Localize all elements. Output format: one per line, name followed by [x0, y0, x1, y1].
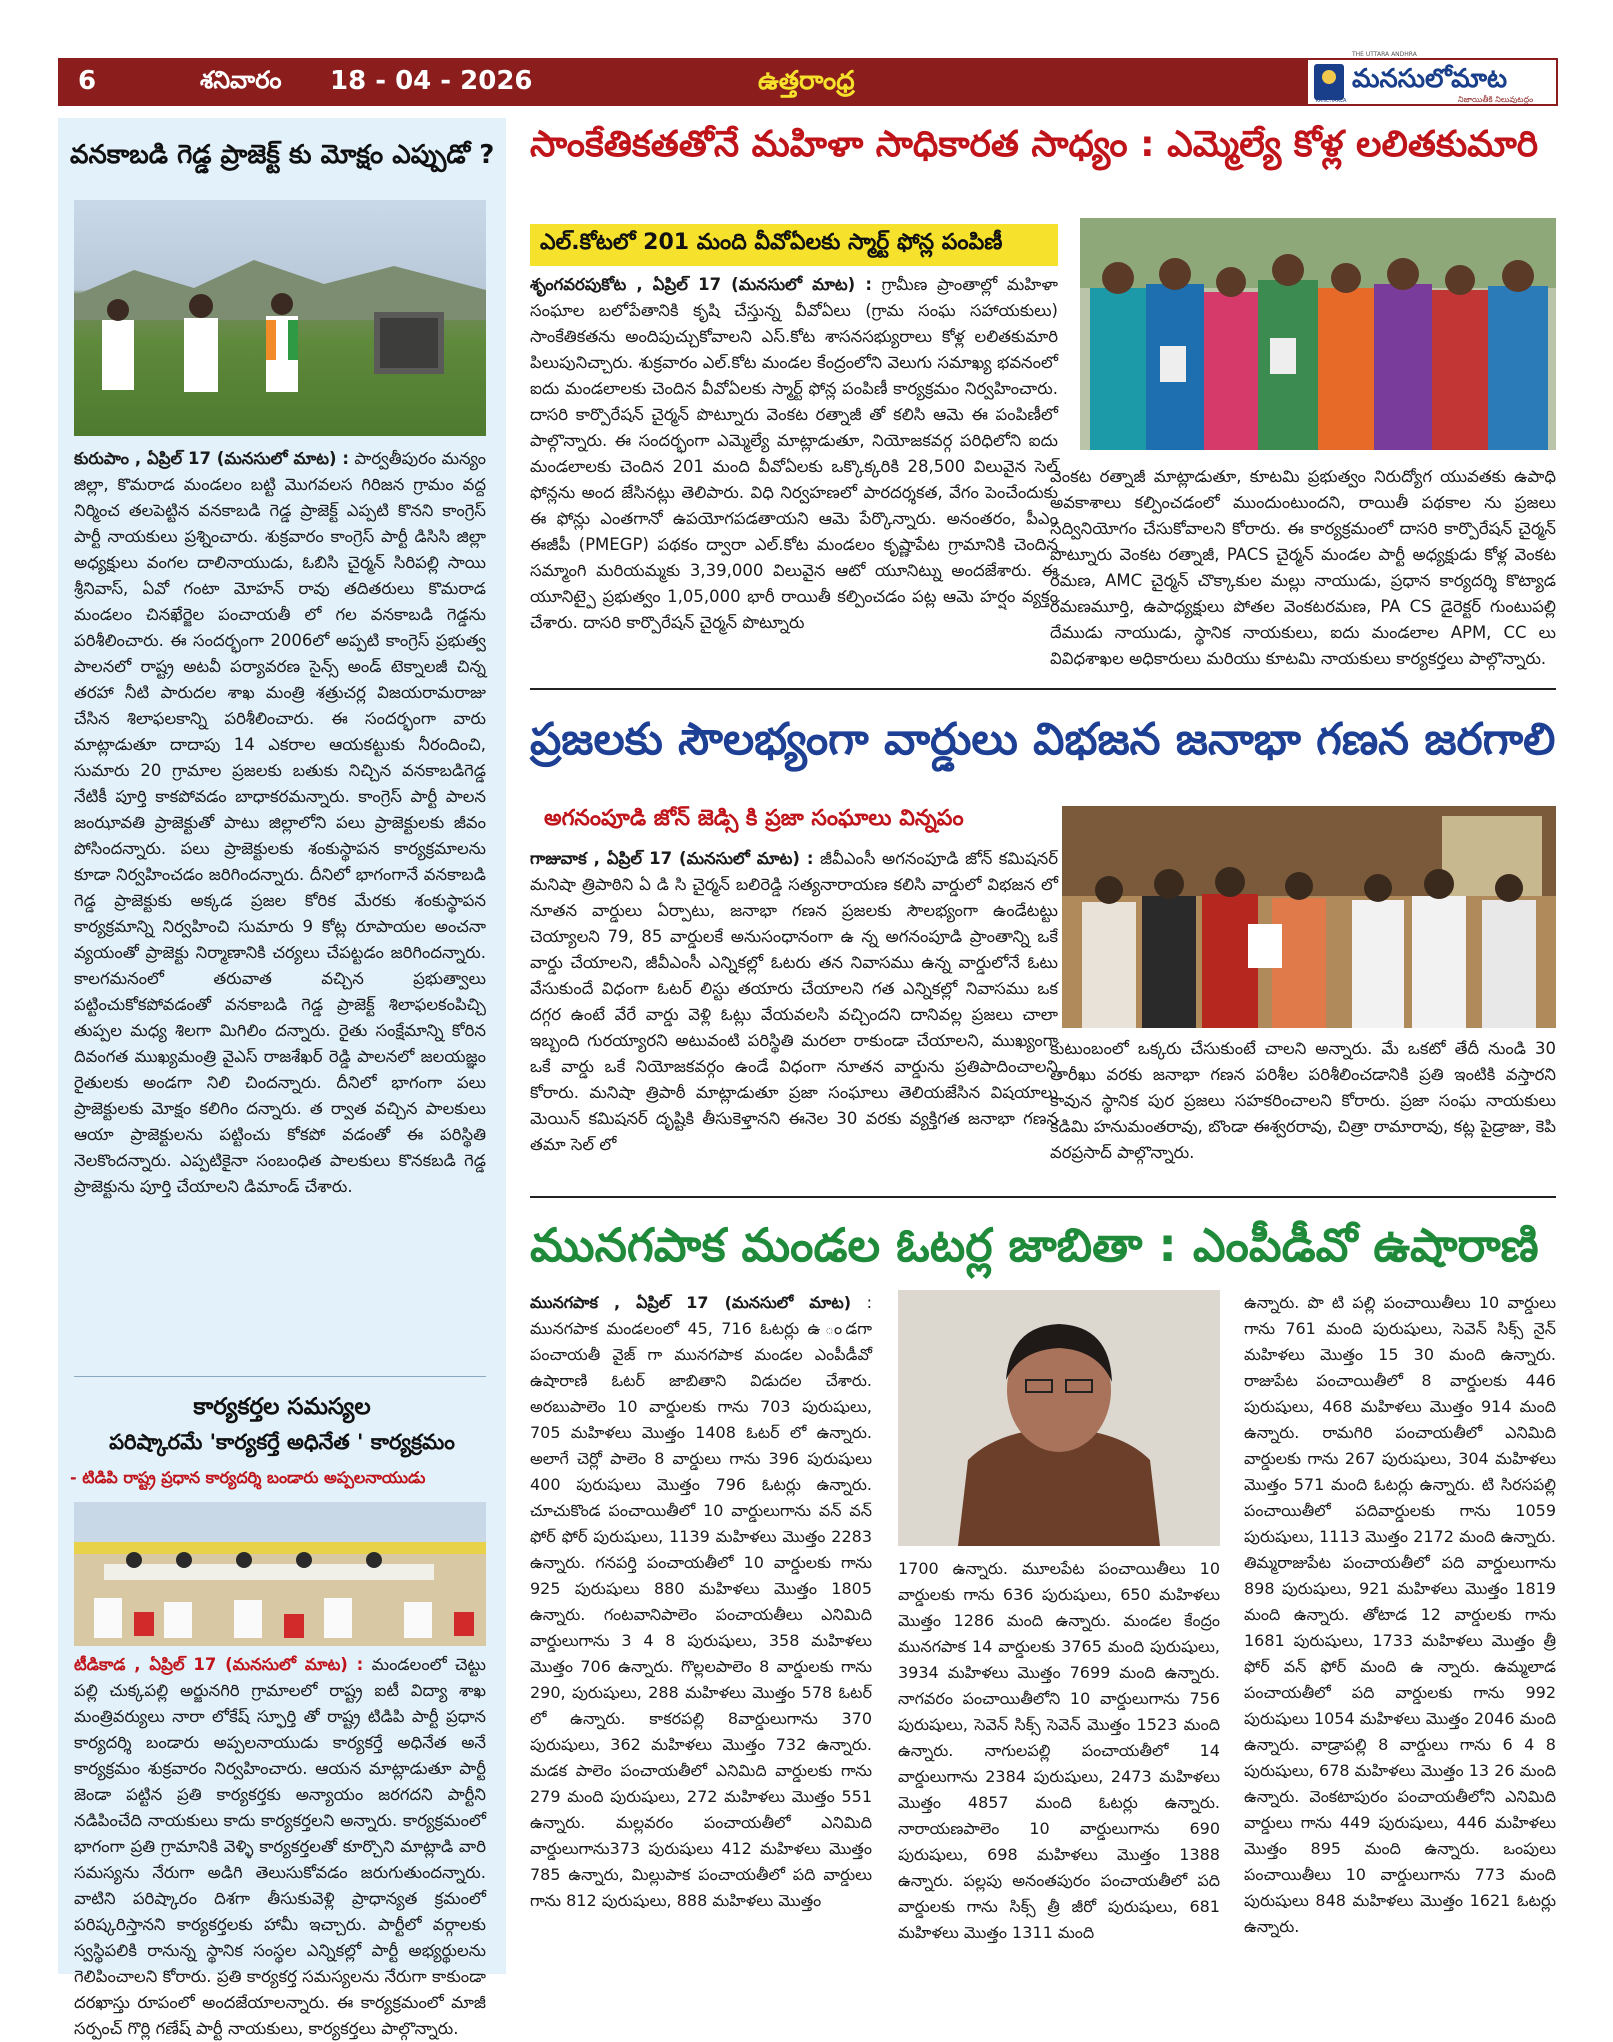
ward-story-body-right [1050, 1036, 1556, 1186]
sidebar-story2-headline-1: కార్యకర్తల సమస్యల [193, 1394, 371, 1420]
sidebar-story1-text: పార్వతీపురం మన్యం జిల్లా, కొమరాడ మండలం బట్టి మొగవలస గిరిజన గ్రామం వద్ద నిర్మించ తలపెట్టిన వనకాబడి గెడ్డ ప్రాజెక్ట్ ఎప్పటి కొనని కాంగ్రెస్ పార్టీ నాయకులు ప్రశ్నించారు. శుక్రవారం కాంగ్రెస్ పార్టీ డిసిసి జిల్లా అధ్యక్షులు వంగల దాలినాయుడు, ఓబిసి చైర్మన్ సిరిపల్లి సాయి శ్రీనివాస్, ఏవో గంటా మోహన్ రావు తదితరులు కొమరాడ మండలం చినఖేర్జెల పంచాయతీ లో గల వనకాబడి గెడ్డను పరిశీలించారు. ఈ సందర్భంగా 2006లో అప్పటి కాంగ్రెస్ ప్రభుత్వ పాలనలో రాష్ట్ర అటవీ పర్యావరణ సైన్స్ అండ్ టెక్నాలజీ చిన్న తరహా నీటి పారుదల శాఖ మంత్రి శత్రుచర్ల విజయరామరాజు చేసిన శిలాఫలకాన్ని పరిశీలించారు. ఈ సందర్భంగా వారు మాట్లాడుతూ దాదాపు 14 ఎకరాల ఆయకట్టుకు నీరందించి, సుమారు 20 గ్రామాల ప్రజలకు బతుకు నిచ్చిన వనకాబడిగెడ్డ నేటికీ పూర్తి కాకపోవడం బాధాకరమన్నారు. కాంగ్రెస్ పార్టీ పాలన జంఝావతి ప్రాజెక్టుతో పాటు జిల్లాలోని పలు ప్రాజెక్టులకు జీవం పోసిందన్నారు. పలు ప్రాజెక్టులకు శంకుస్థాపన కార్యక్రమాలను కూడా నిర్వహించడం జరిగిందన్నారు. దీనిలో భాగంగానే వనకాబడి గెడ్డ ప్రాజెక్టుకు అక్కడ ప్రజల కోరిక మేరకు శంకుస్థాపన కార్యక్రమాన్ని నిర్వహించి సుమారు 9 కోట్ల రూపాయల అంచనా వ్యయంతో ప్రాజెక్టు నిర్మాణానికి చర్యలు చేపట్టడం జరిగిందన్నారు. కాలగమనంలో తరువాత వచ్చిన ప్రభుత్వాలు పట్టించుకోకపోవడంతో వనకాబడి గెడ్డ ప్రాజెక్ట్ శిలాఫలకంపిచ్చి తుప్పల మధ్య శిలగా మిగిలిం దన్నారు. రైతు సంక్షేమాన్ని కోరిన దివంగత ముఖ్యమంత్రి వైఎస్ రాజశేఖర్ రెడ్డి పాలనలో జలయజ్ఞం రైతులకు అండగా నిలి చిందన్నారు. దీనిలో భాగంగా పలు ప్రాజెక్టులకు మోక్షం కలిగిం దన్నారు. త ర్వాత వచ్చిన పాలకులు ఆయా ప్రాజెక్టులను పట్టించు కోకపో వడంతో ఈ పరిస్థితి నెలకొందన్నారు. ఎప్పటికైనా సంబంధిత పాలకులు కొనకబడి గెడ్డ ప్రాజెక్టును పూర్తి చేయాలని డిమాండ్ చేశారు. [74, 449, 486, 1196]
sidebar-story2-body [74, 1652, 486, 2038]
voters-story-col3 [1244, 1290, 1556, 1980]
brand-name: మనసులోమాట [1352, 64, 1508, 94]
tdp-meeting-illustration [74, 1502, 486, 1646]
logo-emblem-icon [1314, 64, 1344, 100]
vanakabadi-photo-illustration [74, 200, 486, 436]
header-day: శనివారం [200, 66, 282, 94]
brand-small: THE UTTARA ANDHRA [1352, 51, 1417, 58]
mpdo-portrait-photo [898, 1290, 1220, 1546]
voters-story-text-col3: ఉన్నారు. పొ టి పల్లి పంచాయితీలు 10 వార్డులు గాను 761 మంది పురుషులు, సెవెన్ సిక్స్ నైన్ మహిళలు మొత్తం 15 30 మంది ఉన్నారు. రాజుపేట పంచాయితీలో 8 వార్డులకు 446 పురుషులు, 468 మహిళలు మొత్తం 914 మంది ఉన్నారు. రామగిరి పంచాయతీలో ఎనిమిది వార్డులకు గాను 267 పురుషులు, 304 మహిళలు మొత్తం 571 మంది ఓటర్లు ఉన్నారు. టి సిరసపల్లి పంచాయితీలో పదివార్డులకు గాను 1059 పురుషులు, 1113 మొత్తం 2172 మంది ఉన్నారు. తిమ్మరాజుపేట పంచాయతీలో పది వార్డులుగాను 898 పురుషులు, 921 మహిళలు మొత్తం 1819 మంది ఉన్నారు. తోటాడ 12 వార్డులకు గాను 1681 పురుషులు, 1733 మహిళలు మొత్తం త్రీ ఫోర్ వన్ ఫోర్ మంది ఉ న్నారు. ఉమ్మలాడ పంచాయతీలో పది వార్డులకు గాను 992 పురుషులు 1054 మహిళలు మొత్తం 2046 మంది ఉన్నారు. వాడ్రాపల్లి 8 వార్డులు గాను 6 4 8 పురుషులు, 678 మహిళలు మొత్తం 13 26 మంది ఉన్నారు. వెంకటాపురం పంచాయతీలోని ఎనిమిది వార్డులు గాను 449 పురుషులు, 446 మహిళలు మొత్తం 895 మంది ఉన్నారు. ఒంపులు పంచాయితీలు 10 వార్డులుగాను 773 మంది పురుషులు 848 మహిళలు మొత్తం 1621 ఓటర్లు ఉన్నారు. [1244, 1293, 1556, 1936]
divider-2 [530, 1196, 1556, 1198]
masthead-bar [58, 51, 1558, 106]
voters-story-text-col2: 1700 ఉన్నారు. మూలపేట పంచాయితీలు 10 వార్డులకు గాను 636 పురుషులు, 650 మహిళలు మొత్తం 1286 మంది ఉన్నారు. మండల కేంద్రం మునగపాక 14 వార్డులకు 3765 మంది పురుషులు, 3934 మహిళలు మొత్తం 7699 మంది ఉన్నారు. నాగవరం పంచాయితీలోని 10 వార్డులుగాను 756 పురుషులు, సెవెన్ సిక్స్ సెవెన్ మొత్తం 1523 మంది ఉన్నారు. నాగులపల్లి పంచాయతీలో 14 వార్డులుగాను 2384 పురుషులు, 2473 మహిళలు మొత్తం 4857 మంది ఓటర్లు ఉన్నారు. నారాయణపాలెం 10 వార్డులుగాను 690 పురుషులు, 698 మహిళలు మొత్తం 1388 ఉన్నారు. పల్లపు అనంతపురం పంచాయతీలో పది వార్డులకు గాను సిక్స్ త్రీ జీరో పురుషులు, 681 మహిళలు మొత్తం 1311 మంది [898, 1559, 1220, 1942]
ward-story-text-right: కుటుంబంలో ఒక్కరు చేసుకుంటే చాలని అన్నారు. మే ఒకటో తేదీ నుండి 30 తారీఖు వరకు జనాభా గణన పరిశీల పరిశీలించడానికి ప్రతి ఇంటికి వస్తారని కావున స్థానిక పుర ప్రజలు సహకరించాలని కోరారు. ప్రజా సంఘ నాయకులు కడిమి హనుమంతరావు, బొండా ఈశ్వరరావు, చిత్రా రామారావు, కట్ల పైడ్రాజు, కెపి వరప్రసాద్ పాల్గొన్నారు. [1050, 1039, 1556, 1162]
voters-story-col1 [530, 1290, 872, 1980]
brand-owner: KANCHARLA [1315, 98, 1347, 104]
brand-tagline: నిజాయితీకి నిలువుటద్దం [1458, 95, 1534, 104]
ward-story-subhead: అగనంపూడి జోన్ జెడ్సి కి ప్రజా సంఘాలు విన్నపం [544, 806, 964, 831]
sidebar-story2-subhead: - టిడిపి రాష్ట్ర ప్రధాన కార్యదర్శి బండారు అప్పలనాయుడు [70, 1468, 426, 1487]
ward-story-headline: ప్రజలకు సౌలభ్యంగా వార్డులు విభజన జనాభా గణన జరగాలి [530, 714, 1556, 765]
ward-petition-illustration [1062, 806, 1556, 1028]
sidebar-divider [74, 1376, 486, 1377]
ward-story-text-left: జీవీఎంసీ అగనంపూడి జోన్ కమిషనర్ మనిషా త్రిపాఠిని ఏ డి సి చైర్మన్ బలిరెడ్డి సత్యనారాయణ కలిసి వార్డులో విభజన లో నూతన వార్డులు ఏర్పాటు, జనాభా గణన ప్రజలకు సౌలభ్యంగా ఉండేటట్టు చెయ్యాలని 79, 85 వార్డులకే అనుసంధానంగా ఉ న్న అగనంపూడి ప్రాంతాన్ని ఒకే వార్డు చేయాలని, జీవీఎంసీ ఎన్నికల్లో ఓటరు తన నివాసము ఉన్న వార్డులోనే ఓటు వేసుకుందే విధంగా ఓటర్ లిస్టు తయారు చేయాలని గత ఎన్నికల్లో నివాసము ఒక దగ్గర ఉంటే వేరే వార్డు వెళ్లి ఓట్లు వేయవలసి వచ్చిందని దానివల్ల ప్రజలు చాలా ఇబ్బంది గురయ్యారని అటువంటి పరిస్థితి మరలా రాకుండా చేయాలని, ముఖ్యంగా ఒకే వార్డు ఒకే నియోజకవర్గం ఉండే విధంగా నూతన వార్డును ప్రతిపాదించాలని కోరారు. మనిషా త్రిపాఠీ మాట్లాడుతూ ప్రజా సంఘాలు తెలియజేసిన విషయాలు మెయిన్ కమిషనర్ దృష్టికి తీసుకెళ్తానని ఈనెల 30 వరకు వ్యక్తిగత జనాభా గణన తమా సెల్ లో [530, 849, 1058, 1154]
tdp-meeting-photo [74, 1502, 486, 1646]
main-story-text-left: గ్రామీణ ప్రాంతాల్లో మహిళా సంఘాల బలోపేతానికి కృషి చేస్తున్న వీవోఏలు (గ్రామ సంఘ సహాయకులు) సాంకేతికతను అందిపుచ్చుకోవాలని ఎస్.కోట శాసనసభ్యురాలు కోళ్ల లలితకుమారి పిలుపునిచ్చారు. శుక్రవారం ఎల్.కోట మండల కేంద్రంలోని వెలుగు సమాఖ్య భవనంలో ఐదు మండలాలకు చెందిన వీవోఏలకు స్మార్ట్ ఫోన్ల పంపిణీ కార్యక్రమం నిర్వహించారు. దాసరి కార్పొరేషన్ చైర్మన్ పొట్నూరు వెంకట రత్నాజీ తో కలిసి ఆమె ఈ పంపిణీలో పాల్గొన్నారు. ఈ సందర్భంగా ఎమ్మెల్యే మాట్లాడుతూ, నియోజకవర్గ పరిధిలోని ఐదు మండలాలకు చెందిన 201 మంది వీవోఏలకు ఒక్కొక్కరికి 28,500 విలువైన సెల్ ఫోన్లను అంద జేసినట్లు తెలిపారు. విధి నిర్వహణలో పారదర్శకత, వేగం పెంచేందుకు ఈ ఫోన్లు ఎంతగానో ఉపయోగపడతాయని ఆమె పేర్కొన్నారు. అనంతరం, పీఎం ఈజీపీ (PMEGP) పథకం ద్వారా ఎల్.కోట మండలం కృష్ణాపేట గ్రామానికి చెందిన సమ్మాంగి మరియమ్మకు 3,39,000 విలువైన ఆటో యూనిట్ను అందజేశారు. ఈ యూనిట్పై ప్రభుత్వం 1,05,000 భారీ రాయితీ కల్పించడం పట్ల ఆమె హర్షం వ్యక్తం చేశారు. దాసరి కార్పొరేషన్ చైర్మన్ పొట్నూరు [530, 275, 1058, 632]
phone-distribution-photo [1080, 218, 1556, 450]
sidebar-column [58, 118, 506, 2038]
voters-story-col2 [898, 1556, 1220, 1980]
main-story-text-right: వెంకట రత్నాజీ మాట్లాడుతూ, కూటమి ప్రభుత్వం నిరుద్యోగ యువతకు ఉపాధి అవకాశాలు కల్పించడంలో ముందుంటుందని, రాయితీ పథకాల ను ప్రజలు సద్వినియోగం చేసుకోవాలని కోరారు. ఈ కార్యక్రమంలో దాసరి కార్పొరేషన్ చైర్మన్ పొట్నూరు వెంకట రత్నాజీ, PACS చైర్మన్ మండల పార్టీ అధ్యక్షుడు కోళ్ల వెంకట రమణ, AMC చైర్మన్ చొక్కాకుల మల్లు నాయుడు, ప్రధాన కార్యదర్శి కొట్యాడ రమణమూర్తి, ఉపాధ్యక్షులు పోతల వెంకటరమణ, PA CS డైరెక్టర్ గుంటుపల్లి దేముడు నాయుడు, స్థానిక నాయకులు, ఐదు మండలాల APM, CC లు వివిధశాఖల అధికారులు మరియు కూటమి నాయకులు కార్యకర్తలు పాల్గొన్నారు. [1050, 467, 1556, 668]
main-story-headline: సాంకేతికతతోనే మహిళా సాధికారత సాధ్యం : ఎమ్మెల్యే కోళ్ల లలితకుమారి [530, 124, 1539, 165]
voters-story-text-col1: : మునగపాక మండలంలో 45, 716 ఓటర్లు ఉ ండగా పంచాయతీ వైజ్ గా మునగపాక మండల ఎంపీడీవో ఉషారాణి ఓటర్ జాబితాని విడుదల చేశారు. అరబుపాలెం 10 వార్డులకు గాను 703 పురుషులు, 705 మహిళలు మొత్తం 1408 ఓటర్ లో ఉన్నారు. అలాగే చెర్లో పాలెం 8 వార్డులు గాను 396 పురుషులు 400 పురుషులు మొత్తం 796 ఓటర్లు ఉన్నారు. చూచుకొండ పంచాయితీలో 10 వార్డులుగాను వన్ వన్ ఫోర్ ఫోర్ పురుషులు, 1139 మహిళలు మొత్తం 2283 ఉన్నారు. గనపర్తి పంచాయతీలో 10 వార్డులకు గాను 925 పురుషులు 880 మహిళలు మొత్తం 1805 ఉన్నారు. గంటవానిపాలెం పంచాయతీలు ఎనిమిది వార్డులుగాను 3 4 8 పురుషులు, 358 మహిళలు మొత్తం 706 ఉన్నారు. గొల్లలపాలెం 8 వార్డులకు గాను 290, పురుషులు, 288 మహిళలు మొత్తం 578 ఓటర్ లో ఉన్నారు. కాకరపల్లి 8వార్డులుగాను 370 పురుషులు, 362 మహిళలు మొత్తం 732 ఉన్నారు. మడక పాలెం పంచాయతీలో ఎనిమిది వార్డులకు గాను 279 మంది పురుషులు, 272 మహిళలు మొత్తం 551 ఉన్నారు. మల్లవరం పంచాయతీలో ఎనిమిది వార్డులుగాను373 పురుషులు 412 మహిళలు మొత్తం 785 ఉన్నారు, మిల్లుపాక పంచాయతీలో పది వార్డులు గాను 812 పురుషులు, 888 మహిళలు మొత్తం [530, 1293, 872, 1910]
header-date: 18 - 04 - 2026 [330, 66, 533, 96]
section-name: ఉత్తరాంధ్ర [758, 66, 855, 96]
brand-logo [1306, 51, 1558, 106]
main-story-body-left [530, 272, 1058, 672]
sidebar-story2-text: మండలంలో చెట్టు పల్లి చుక్కపల్లి అర్జునగిరి గ్రామాలలో రాష్ట్ర ఐటీ విద్యా శాఖ మంత్రివర్యులు నారా లోకేష్ స్ఫూర్తి తో రాష్ట్ర టిడిపి పార్టీ ప్రధాన కార్యదర్శి బండారు అప్పలనాయుడు కార్యకర్తే అధినేత అనే కార్యక్రమం శుక్రవారం నిర్వహించారు. ఆయన మాట్లాడుతూ పార్టీ జెండా పట్టిన ప్రతి కార్యకర్తకు అన్యాయం జరగదని పార్టీని నడిపించేది నాయకులు కాదు కార్యకర్తలని అన్నారు. కార్యక్రమంలో భాగంగా ప్రతి గ్రామానికి వెళ్ళి కార్యకర్తలతో కూర్చొని మాట్లాడి వారి సమస్యను నేరుగా అడిగి తెలుసుకోవడం జరుగుతుందన్నారు. వాటిని పరిష్కారం దిశగా తీసుకువెళ్లి ప్రాధాన్యత క్రమంలో పరిష్కరిస్తానని కార్యకర్తలకు హామీ ఇచ్చారు. పార్టీలో వర్గాలకు స్వస్థిపలికి రానున్న స్థానిక సంస్థల ఎన్నికల్లో పార్టీ అభ్యర్థులను గెలిపించాలని కోరారు. ప్రతి కార్యకర్త సమస్యలను నేరుగా కాకుండా దరఖాస్తు రూపంలో అందజేయాలన్నారు. ఈ కార్యక్రమంలో మాజీ సర్పంచ్ గొర్లి గణేష్ పార్టీ నాయకులు, కార్యకర్తలు పాల్గొన్నారు. [74, 1655, 486, 2038]
sidebar-story2-headline-2: పరిష్కారమే 'కార్యకర్తే అధినేత ' కార్యక్రమం [109, 1430, 455, 1454]
voters-story-headline: మునగపాక మండల ఓటర్ల జాబితా : ఎంపీడీవో ఉషారాణి [530, 1218, 1539, 1272]
page-number: 6 [78, 66, 97, 96]
main-story-dateline: శృంగవరపుకోట , ఏప్రిల్ 17 (మనసులో మాట) : [530, 275, 872, 294]
vanakabadi-site-photo [74, 200, 486, 436]
sidebar-story2-dateline: టీడికాడ , ఏప్రిల్ 17 (మనసులో మాట) : [74, 1655, 364, 1674]
main-story-body-right [1050, 464, 1556, 672]
ward-story-dateline: గాజువాక , ఏప్రిల్ 17 (మనసులో మాట) : [530, 849, 814, 868]
divider-1 [530, 688, 1556, 690]
sidebar-story1-dateline: కురుపాం , ఏప్రిల్ 17 (మనసులో మాట) : [74, 449, 349, 468]
sidebar-story1-body [74, 446, 486, 1368]
main-story-subhead: ఎల్.కోటలో 201 మంది వీవోఏలకు స్మార్ట్ ఫోన్ల పంపిణీ [530, 224, 1058, 266]
mpdo-portrait-illustration [898, 1290, 1220, 1546]
voters-story-dateline: మునగపాక , ఏప్రిల్ 17 (మనసులో మాట) [530, 1293, 852, 1312]
sidebar-story1-headline: వనకాబడి గెడ్డ ప్రాజెక్ట్ కు మోక్షం ఎప్పుడో ? [70, 140, 495, 170]
phone-distribution-illustration [1080, 218, 1556, 450]
ward-story-body-left [530, 846, 1058, 1186]
ward-petition-photo [1062, 806, 1556, 1028]
